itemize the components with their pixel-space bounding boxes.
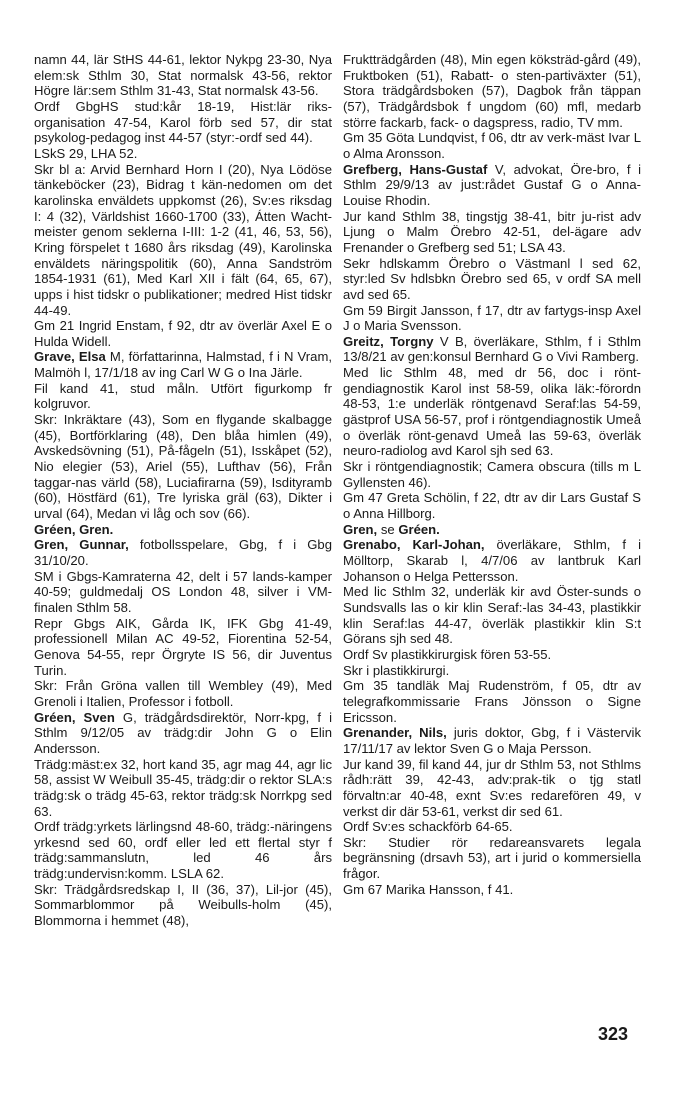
entry-headword: Grenander, Nils, xyxy=(343,725,447,741)
entry-text: se xyxy=(377,521,399,537)
left-column xyxy=(34,52,332,929)
entry-text: Gm 35 tandläk Maj Rudenström, f 05, dtr av telegrafkommissarie Frans Jönsson o Signe Ericsson. xyxy=(343,678,641,725)
entry-headword: Gren, xyxy=(343,521,378,537)
entry-text: G, trädgårdsdirektör, Norr-kpg, f i Sthlm 9/12/05 av trädg:dir John G o Elin Andersson. xyxy=(34,709,332,756)
entry-paragraph xyxy=(343,757,641,820)
entry-paragraph xyxy=(34,569,332,616)
entry-text: Skr bl a: Arvid Bernhard Horn I (20), Nya Lödöse tänkeböcker (23), Bidrag t kän-nedomen om det karolinska enväldets uppkomst (26), Sv:es riksdag I: 4 (32), Världshist 1660-1700 (33), Átten Wacht-meister genom seklerna I-III: 1-2 (41, 46, 53, 56), Kring förspelet t 1680 års riksdag (49), Karolinska enväldets näringspolitik (60), Anna Sandström 1854-1931 (61), Med Karl XII i fält (64, 65, 67), upps i hist tidskr o publikationer; medred Hist tidskr 44-49. xyxy=(34,161,332,318)
dictionary-entry xyxy=(343,522,641,538)
entry-text: Ordf Sv:es schackförb 64-65. xyxy=(343,819,513,835)
entry-paragraph xyxy=(343,835,641,882)
entry-text: Med lic Sthlm 48, med dr 56, doc i rönt-gendiagnostik Karol inst 58-59, olika läk:-förordn 48-53, 1:e underläk röntgenavd Seraf:las 54-59, gästprof USA 56-57, prof i röntgendiagnostik Umeå o överläk rönt-genavd Umeå las 59-63, överläk neuro-radiolog avd Karol sjh sed 63. xyxy=(343,365,641,459)
dictionary-entry xyxy=(343,334,641,365)
entry-text: Repr Gbgs AIK, Gårda IK, IFK Gbg 41-49, professionell Milan AC 49-52, Fiorentina 52-54, Genova 54-55, repr Örgryte IS 56, dir Juventus Turin. xyxy=(34,615,332,678)
entry-text: Trädg:mäst:ex 32, hort kand 35, agr mag 44, agr lic 58, assist W Weibull 35-45, trädg:dir o rektor SLA:s trädg:sk o trädg 45-63, rektor trädg:sk Norrkpg sed 63. xyxy=(34,756,332,819)
entry-text: Gm 47 Greta Schölin, f 22, dtr av dir Lars Gustaf S o Anna Hillborg. xyxy=(343,490,641,522)
entry-headword: Greitz, Torgny xyxy=(343,333,434,349)
entry-paragraph xyxy=(34,678,332,709)
entry-text: V, advokat, Öre-bro, f i Sthlm 29/9/13 av just:rådet Gustaf G o Anna-Louise Rhodin. xyxy=(343,161,641,208)
entry-text: Skr i röntgendiagnostik; Camera obscura (tills m L Gyllensten 46). xyxy=(343,459,641,490)
entry-paragraph xyxy=(343,459,641,490)
entry-paragraph xyxy=(343,303,641,334)
entry-paragraph xyxy=(34,819,332,882)
entry-text: SM i Gbgs-Kamraterna 42, delt i 57 lands-kamper 40-59; guldmedalj OS London 48, silver i VM-finalen Sthlm 58. xyxy=(34,568,332,615)
entry-paragraph xyxy=(343,882,641,898)
entry-text: Gm 35 Göta Lundqvist, f 06, dtr av verk-mäst Ivar L o Alma Aronsson. xyxy=(343,130,641,161)
entry-text: Gm 21 Ingrid Enstam, f 92, dtr av överlär Axel E o Hulda Widell. xyxy=(34,318,332,349)
entry-paragraph xyxy=(34,757,332,820)
entry-text: Fruktträdgården (48), Min egen köksträd-gård (49), Fruktboken (51), Rabatt- o sten-partiväxter (51), Stora trädgårdsboken (57), Dagbok från täppan (57), Trädgårdsbok f ungdom (60) mfl, medarb större fackarb, fack- o dagspress, radio, TV mm. xyxy=(343,52,641,130)
entry-text: juris doktor, Gbg, f i Västervik 17/11/17 av lektor Sven G o Maja Persson. xyxy=(343,725,642,756)
entry-paragraph xyxy=(34,162,332,319)
entry-text: Ordf trädg:yrkets lärlingsnd 48-60, trädg:-näringens yrkesnd sed 60, ordf eller led ett flertal styr f trädg:sammanslutn, led 46 års trädg:undervisn:komm. LSLA 62. xyxy=(34,819,332,882)
entry-headword: Gréen, Sven xyxy=(34,709,115,725)
entry-headword: Grave, Elsa xyxy=(34,349,106,365)
entry-headword: Grenabo, Karl-Johan, xyxy=(343,537,485,553)
entry-paragraph xyxy=(343,256,641,303)
entry-text: Gm 67 Marika Hansson, f 41. xyxy=(343,881,514,897)
entry-paragraph xyxy=(343,130,641,161)
entry-text: överläkare, Sthlm, f i Mölltorp, Skarab l, 4/7/06 av lantbruk Karl Johanson o Helga Pettersson. xyxy=(343,537,641,584)
entry-text: Fil kand 41, stud måln. Utfört figurkomp fr kolgruvor. xyxy=(34,380,332,412)
entry-text: M, författarinna, Halmstad, f i N Vram, Malmöh l, 17/1/18 av ing Carl W G o Ina Järle. xyxy=(34,349,332,381)
entry-paragraph xyxy=(343,52,641,130)
entry-paragraph xyxy=(34,146,332,162)
entry-crossref: Gréen. xyxy=(398,521,440,537)
page-number: 323 xyxy=(598,1024,629,1044)
entry-text: fotbollsspelare, Gbg, f i Gbg 31/10/20. xyxy=(34,537,332,568)
dictionary-entry xyxy=(343,537,641,584)
entry-paragraph xyxy=(343,584,641,647)
entry-paragraph xyxy=(343,663,641,679)
entry-text: Jur kand 39, fil kand 44, jur dr Sthlm 53, not Sthlms rådh:rätt 39, 42-43, adv:prak-tik o tjg statl förvaltn:ar 40-48, exnt Sv:es redarefören 49, v verkst dir där 53-61, verkst dir sed 61. xyxy=(343,756,641,819)
entry-paragraph xyxy=(343,209,641,256)
entry-paragraph xyxy=(34,381,332,412)
entry-paragraph xyxy=(343,678,641,725)
entry-headword: Gren, Gunnar, xyxy=(34,537,129,553)
dictionary-entry xyxy=(34,522,332,538)
entry-text: V B, överläkare, Sthlm, f i Sthlm 13/8/21 av gen:konsul Bernhard G o Vivi Ramberg. xyxy=(343,333,641,365)
entry-text: Skr: Studier rör redareansvarets legala begränsning (drsavh 53), art i jurid o kommersiella frågor. xyxy=(343,834,641,882)
entry-paragraph xyxy=(34,318,332,349)
entry-text: Skr: Trädgårdsredskap I, II (36, 37), Lil-jor (45), Sommarblommor på Weibulls-holm (45), Blommorna i hemmet (48), xyxy=(34,881,332,929)
entry-text: Med lic Sthlm 32, underläk kir avd Öster-sunds o Sundsvalls las o kir klin Seraf:-las 34-43, plastikkir klin Seraf:las 44-47, överläk plastikkir klin S:t Görans sjh sed 48. xyxy=(343,584,641,647)
entry-text: Ordf GbgHS stud:kår 18-19, Hist:lär riks-organisation 47-54, Karol förb sed 57, dir stat psykolog-pedagog inst 44-57 (styr:-ordf sed 44). xyxy=(34,98,332,146)
dictionary-entry xyxy=(34,710,332,757)
entry-text: LSkS 29, LHA 52. xyxy=(34,145,138,161)
entry-paragraph xyxy=(34,616,332,679)
entry-headword: Grefberg, Hans-Gustaf xyxy=(343,161,488,177)
entry-paragraph xyxy=(343,490,641,521)
right-column xyxy=(343,52,641,897)
entry-text: namn 44, lär StHS 44-61, lektor Nykpg 23-30, Nya elem:sk Sthlm 30, Stat normalsk 43-56, rektor Högre lär:sem Sthlm 31-43, Stat normalsk 43-56. xyxy=(34,52,332,99)
entry-text: Jur kand Sthlm 38, tingstjg 38-41, bitr ju-rist adv Ljung o Malm Örebro 42-51, del-ägare adv Frenander o Grefberg sed 51; LSA 43. xyxy=(343,208,641,255)
entry-text: Sekr hdlskamm Örebro o Västmanl l sed 62, styr:led Sv hdlsbkn Örebro sed 65, v ordf SA mell avd sed 65. xyxy=(343,255,641,302)
entry-text: Skr i plastikkirurgi. xyxy=(343,662,450,678)
entry-paragraph xyxy=(34,882,332,929)
dictionary-entry xyxy=(34,349,332,380)
dictionary-entry xyxy=(34,537,332,568)
entry-text: Ordf Sv plastikkirurgisk fören 53-55. xyxy=(343,646,552,662)
entry-text: Skr: Från Gröna vallen till Wembley (49), Med Grenoli i Italien, Professor i fotboll. xyxy=(34,678,332,709)
entry-paragraph xyxy=(343,647,641,663)
entry-paragraph xyxy=(34,412,332,522)
entry-text: Gm 59 Birgit Jansson, f 17, dtr av fartygs-insp Axel J o Maria Svensson. xyxy=(343,302,641,334)
entry-text: Skr: Inkräktare (43), Som en flygande skalbagge (45), Bortförklaring (48), Den blåa himlen (49), Avskedsövning (51), På-fågeln (51), Isskåpet (52), Nio elegier (53), Ariel (55), Lufthav (56), Från taggar-nas värld (58), Luciafirarna (59), Isdityramb (60), Höstfärd (61), Tre lyriska gräl (63), Dikter i urval (64), Medan vi låg och sov (66). xyxy=(34,412,332,522)
dictionary-entry xyxy=(343,162,641,209)
entry-paragraph xyxy=(343,365,641,459)
entry-paragraph xyxy=(34,99,332,146)
entry-headword: Gréen, Gren. xyxy=(34,521,114,537)
dictionary-entry xyxy=(343,725,641,756)
entry-paragraph xyxy=(34,52,332,99)
entry-paragraph xyxy=(343,819,641,835)
